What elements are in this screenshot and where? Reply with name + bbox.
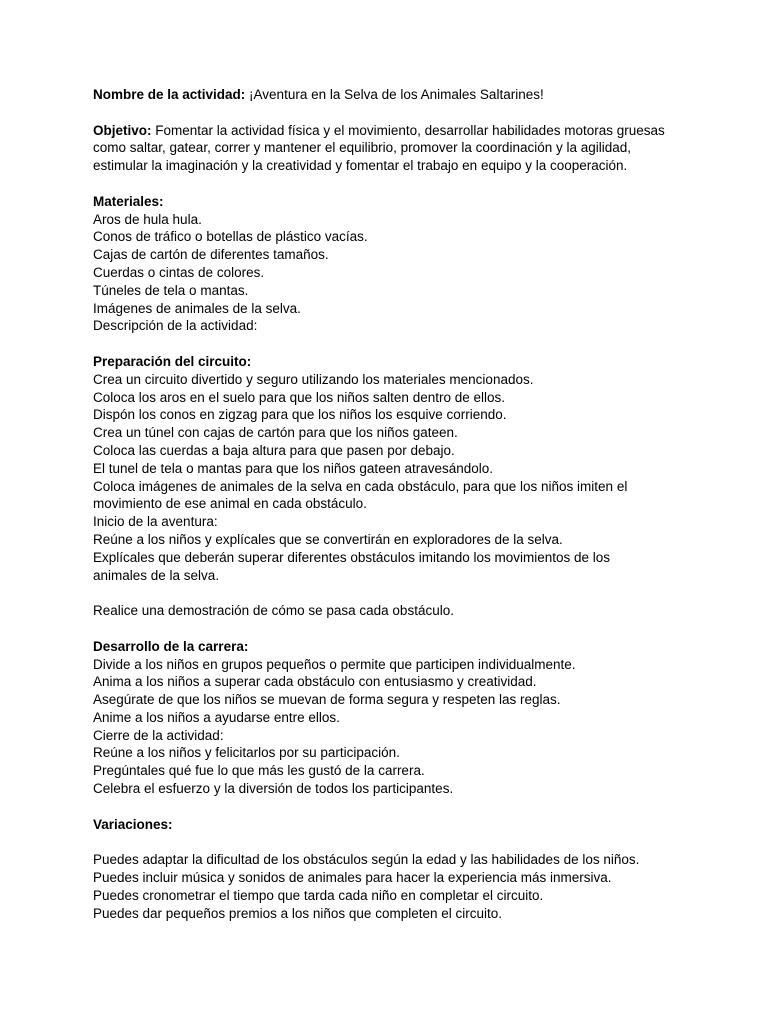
variations-line: Puedes cronometrar el tiempo que tarda cada niño en completar el circuito. bbox=[93, 887, 544, 903]
materials-item: Conos de tráfico o botellas de plástico vacías. bbox=[93, 229, 368, 245]
spacer bbox=[93, 104, 733, 122]
preparation-line: Reúne a los niños y explícales que se convertirán en exploradores de la selva. bbox=[93, 531, 563, 547]
materials-heading: Materiales: bbox=[93, 193, 164, 209]
spacer bbox=[93, 175, 733, 193]
variations-heading: Variaciones: bbox=[93, 816, 173, 832]
objective-label: Objetivo: bbox=[93, 122, 152, 138]
development-line: Divide a los niños en grupos pequeños o permite que participen individualmente. bbox=[93, 656, 576, 672]
spacer bbox=[93, 620, 733, 638]
development-line: Asegúrate de que los niños se muevan de forma segura y respeten las reglas. bbox=[93, 692, 561, 708]
development-line: Anime a los niños a ayudarse entre ellos. bbox=[93, 709, 340, 725]
materials-item: Imágenes de animales de la selva. bbox=[93, 300, 301, 316]
spacer bbox=[93, 584, 733, 602]
preparation-heading: Preparación del circuito: bbox=[93, 353, 252, 369]
activity-name-value: ¡Aventura en la Selva de los Animales Saltarines! bbox=[245, 87, 544, 102]
preparation-line: El tunel de tela o mantas para que los niños gateen atravesándolo. bbox=[93, 460, 494, 476]
materials-item: Túneles de tela o mantas. bbox=[93, 282, 249, 298]
spacer bbox=[93, 798, 733, 816]
preparation-line: Dispón los conos en zigzag para que los niños los esquive corriendo. bbox=[93, 407, 507, 423]
spacer bbox=[93, 833, 733, 851]
variations-line: Puedes dar pequeños premios a los niños que completen el circuito. bbox=[93, 905, 502, 921]
materials-item: Aros de hula hula. bbox=[93, 211, 202, 227]
objective-text: Fomentar la actividad física y el movimiento, desarrollar habilidades motoras gruesas como saltar, gatear, correr y mantener el equilibrio, promover la coordinación y la agilidad, estimular la imaginación y la creatividad y fomentar el trabajo en equipo y la cooperación. bbox=[93, 122, 665, 174]
materials-item: Cuerdas o cintas de colores. bbox=[93, 264, 265, 280]
activity-name-line bbox=[93, 86, 733, 104]
development-heading: Desarrollo de la carrera: bbox=[93, 638, 249, 654]
development-line: Reúne a los niños y felicitarlos por su participación. bbox=[93, 745, 400, 761]
objective-paragraph bbox=[93, 122, 668, 175]
variations-line: Puedes incluir música y sonidos de animales para hacer la experiencia más inmersiva. bbox=[93, 870, 612, 886]
demonstration-line: Realice una demostración de cómo se pasa cada obstáculo. bbox=[93, 603, 454, 619]
development-line: Celebra el esfuerzo y la diversión de todos los participantes. bbox=[93, 781, 454, 797]
materials-item: Descripción de la actividad: bbox=[93, 318, 258, 334]
materials-item: Cajas de cartón de diferentes tamaños. bbox=[93, 247, 329, 263]
activity-name-label: Nombre de la actividad: bbox=[93, 87, 246, 102]
preparation-line: Coloca los aros en el suelo para que los niños salten dentro de ellos. bbox=[93, 389, 506, 405]
spacer bbox=[93, 335, 733, 353]
document-page bbox=[93, 86, 733, 922]
preparation-line: Inicio de la aventura: bbox=[93, 514, 218, 530]
development-line: Cierre de la actividad: bbox=[93, 727, 224, 743]
preparation-line: Crea un túnel con cajas de cartón para que los niños gateen. bbox=[93, 425, 458, 441]
development-line: Anima a los niños a superar cada obstáculo con entusiasmo y creatividad. bbox=[93, 674, 537, 690]
preparation-line: Crea un circuito divertido y seguro utilizando los materiales mencionados. bbox=[93, 371, 534, 387]
development-line: Pregúntales qué fue lo que más les gustó de la carrera. bbox=[93, 763, 425, 779]
preparation-line: Explícales que deberán superar diferentes obstáculos imitando los movimientos de los animales de la selva. bbox=[93, 549, 611, 583]
variations-line: Puedes adaptar la dificultad de los obstáculos según la edad y las habilidades de los niños. bbox=[93, 852, 640, 868]
preparation-line: Coloca imágenes de animales de la selva en cada obstáculo, para que los niños imiten el movimiento de ese animal en cada obstáculo. bbox=[93, 478, 628, 512]
preparation-line: Coloca las cuerdas a baja altura para que pasen por debajo. bbox=[93, 442, 455, 458]
